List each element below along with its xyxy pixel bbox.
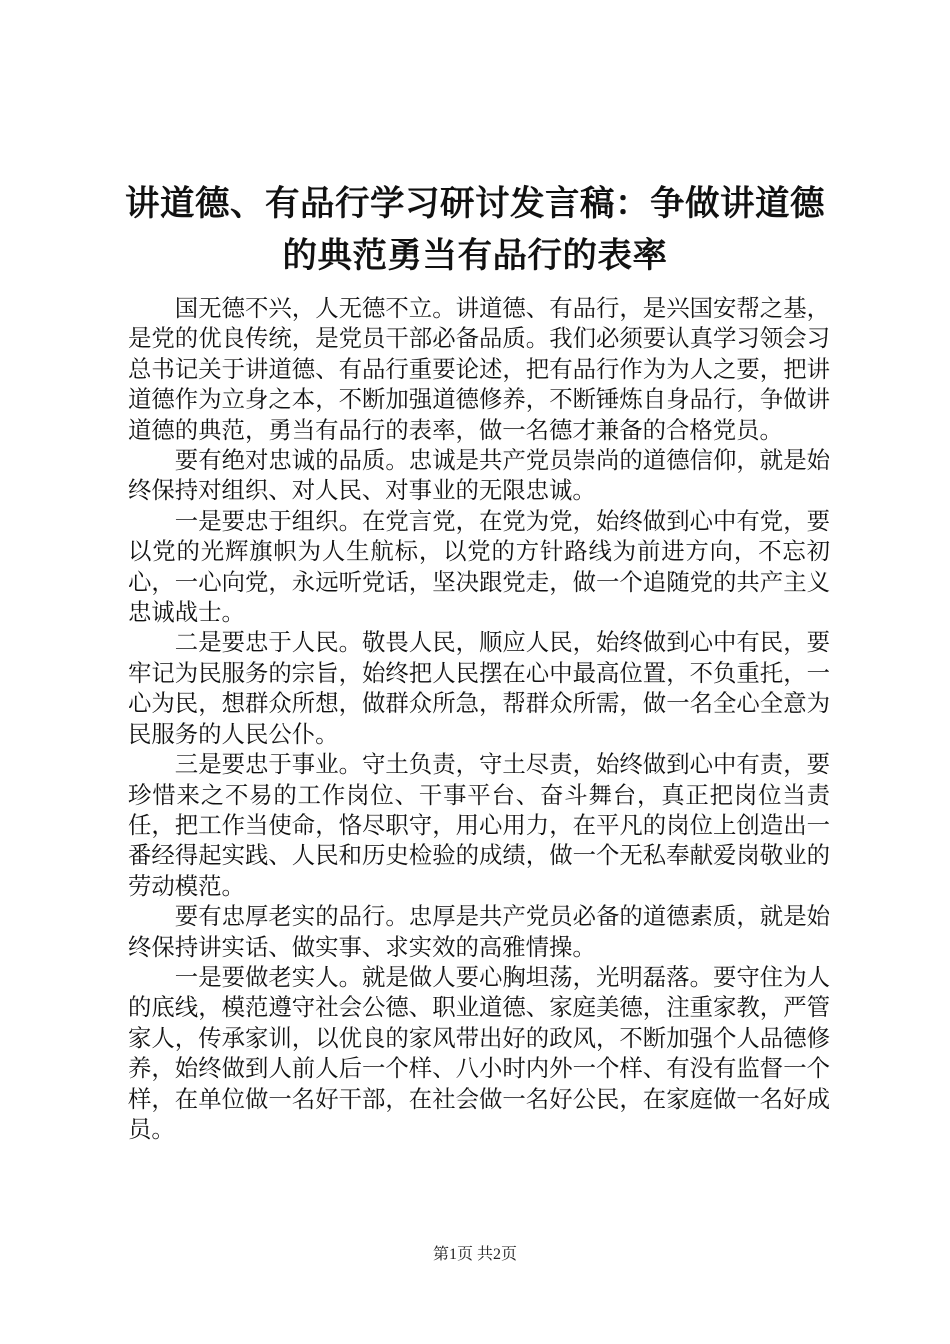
document-body	[128, 293, 830, 1144]
paragraph-loyal-to-career: 三是要忠于事业。守土负责，守土尽责，始终做到心中有责，要珍惜来之不易的工作岗位、干事平台、奋斗舞台，真正把岗位当责任，把工作当使命，恪尽职守，用心用力，在平凡的岗位上创造出一番经得起实践、人民和历史检验的成绩，做一个无私奉献爱岗敬业的劳动模范。	[128, 750, 830, 900]
paragraph-loyal-to-people: 二是要忠于人民。敬畏人民，顺应人民，始终做到心中有民，要牢记为民服务的宗旨，始终把人民摆在心中最高位置，不负重托，一心为民，想群众所想，做群众所急，帮群众所需，做一名全心全意为民服务的人民公仆。	[128, 628, 830, 748]
page-number-footer: 第1页 共2页	[432, 1246, 517, 1263]
paragraph-be-honest-person: 一是要做老实人。就是做人要心胸坦荡，光明磊落。要守住为人的底线，模范遵守社会公德、职业道德、家庭美德，注重家教，严管家人，传承家训，以优良的家风带出好的政风，不断加强个人品德修养，始终做到人前人后一个样、八小时内外一个样、有没有监督一个样，在单位做一名好干部，在社会做一名好公民，在家庭做一名好成员。	[128, 962, 830, 1143]
paragraph-honesty-heading: 要有忠厚老实的品行。忠厚是共产党员必备的道德素质，就是始终保持讲实话、做实事、求实效的高雅情操。	[128, 902, 830, 961]
paragraph-intro: 国无德不兴，人无德不立。讲道德、有品行，是兴国安帮之基，是党的优良传统，是党员干部必备品质。我们必须要认真学习领会习总书记关于讲道德、有品行重要论述，把有品行作为为人之要，把讲道德作为立身之本，不断加强道德修养，不断锤炼自身品行，争做讲道德的典范，勇当有品行的表率，做一名德才兼备的合格党员。	[128, 294, 830, 444]
paragraph-loyal-to-organization: 一是要忠于组织。在党言党，在党为党，始终做到心中有党，要以党的光辉旗帜为人生航标，以党的方针路线为前进方向，不忘初心，一心向党，永远听党话，坚决跟党走，做一个追随党的共产主义忠诚战士。	[128, 506, 830, 627]
document-title	[100, 178, 850, 282]
title-line-1: 讲道德、有品行学习研讨发言稿：争做讲道德	[125, 184, 825, 224]
title-line-2: 的典范勇当有品行的表率	[282, 236, 668, 276]
paragraph-loyalty-heading: 要有绝对忠诚的品质。忠诚是共产党员崇尚的道德信仰，就是始终保持对组织、对人民、对事业的无限忠诚。	[128, 446, 830, 505]
